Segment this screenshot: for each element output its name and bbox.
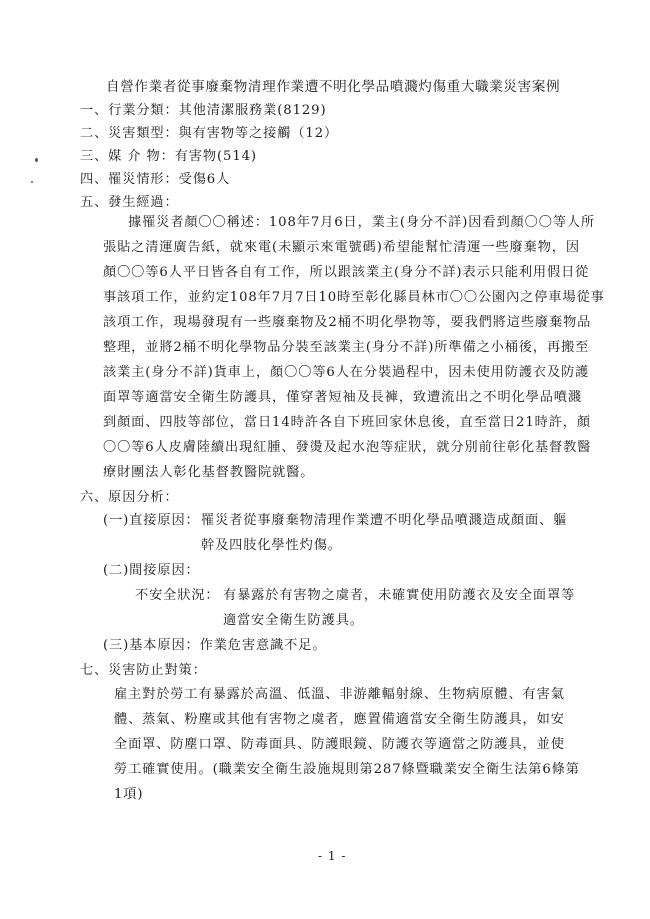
direct-cause-line: 幹及四肢化學性灼傷。 xyxy=(201,538,342,553)
injury-row xyxy=(80,171,230,189)
process-line: 〇〇等6人皮膚陸續出現紅腫、發燙及起水泡等症狀，就分別前往彰化基督教醫 xyxy=(103,440,592,455)
process-line: 該項工作，現場發現有一些廢棄物及2桶不明化學物等，要我們將這些廢棄物品 xyxy=(103,315,592,330)
process-heading: 五、發生經過： xyxy=(80,195,179,210)
prevention-line: 1項) xyxy=(114,787,144,802)
process-line: 據罹災者顏〇〇稱述：108年7月6日，業主(身分不詳)因看到顏〇〇等人所 xyxy=(128,215,596,230)
disaster-type-row xyxy=(80,125,338,143)
process-line: 療財團法人彰化基督教醫院就醫。 xyxy=(103,465,315,480)
process-line: 事該項工作，並約定108年7月7日10時至彰化縣員林市〇〇公園內之停車場從事 xyxy=(103,290,605,305)
page-number: - 1 - xyxy=(318,849,347,863)
process-line: 該業主(身分不詳)貨車上，顏〇〇等6人在分裝過程中，因未使用防護衣及防護 xyxy=(103,365,590,380)
unsafe-condition-label: 不安全狀況： xyxy=(135,588,220,603)
basic-cause-row xyxy=(103,637,326,655)
industry-value: 其他清潔服務業(8129) xyxy=(178,103,327,118)
direct-cause-line: 罹災者從事廢棄物清理作業遭不明化學品噴濺造成顏面、軀 xyxy=(201,513,568,528)
medium-value: 有害物(514) xyxy=(174,149,257,164)
basic-cause-label: (三)基本原因： xyxy=(103,638,200,653)
disaster-type-label: 二、災害類型： xyxy=(80,126,179,141)
process-line: 整理，並將2桶不明化學物品分裝至該業主(身分不詳)所準備之小桶後，再搬至 xyxy=(103,340,590,355)
prevention-line: 雇主對於勞工有暴露於高溫、低溫、非游離輻射線、生物病原體、有害氣 xyxy=(114,687,565,702)
process-line: 面罩等適當安全衛生防護具，僅穿著短袖及長褲，致遭流出之不明化學品噴濺 xyxy=(103,390,582,405)
prevention-heading: 七、災害防止對策： xyxy=(80,663,207,678)
basic-cause-value: 作業危害意識不足。 xyxy=(199,638,327,653)
scan-speck xyxy=(35,158,38,162)
injury-value: 受傷6人 xyxy=(178,172,231,187)
indirect-cause-label: (二)間接原因： xyxy=(103,563,200,578)
industry-label: 一、行業分類： xyxy=(80,103,179,118)
process-line: 顏〇〇等6人平日皆各自有工作，所以跟該業主(身分不詳)表示只能利用假日從 xyxy=(103,265,590,280)
unsafe-condition-line: 適當安全衛生防護具。 xyxy=(223,613,364,628)
unsafe-condition-line: 有暴露於有害物之虞者，未確實使用防護衣及安全面罩等 xyxy=(223,588,576,603)
prevention-line: 體、蒸氣、粉塵或其他有害物之虞者，應置備適當安全衛生防護具，如安 xyxy=(114,712,565,727)
analysis-heading: 六、原因分析： xyxy=(80,490,179,505)
direct-cause-label: (一)直接原因： xyxy=(103,513,200,528)
medium-row xyxy=(80,148,257,166)
medium-label: 三、媒 介 物： xyxy=(80,149,175,164)
disaster-type-value: 與有害物等之接觸（12） xyxy=(178,126,339,141)
prevention-line: 全面罩、防塵口罩、防毒面具、防護眼鏡、防護衣等適當之防護具，並使 xyxy=(114,737,565,752)
scan-speck xyxy=(31,181,33,183)
process-line: 張貼之清運廣告紙，就來電(未顯示來電號碼)希望能幫忙清運一些廢棄物，因 xyxy=(103,240,580,255)
prevention-line: 勞工確實使用。(職業安全衛生設施規則第287條暨職業安全衛生法第6條第 xyxy=(114,762,580,777)
process-line: 到顏面、四肢等部位，當日14時許各自下班回家休息後，直至當日21時許，顏 xyxy=(103,415,591,430)
document-title: 自營作業者從事廢棄物清理作業遭不明化學品噴濺灼傷重大職業災害案例 xyxy=(106,79,561,95)
industry-row xyxy=(80,102,327,120)
injury-label: 四、罹災情形： xyxy=(80,172,179,187)
